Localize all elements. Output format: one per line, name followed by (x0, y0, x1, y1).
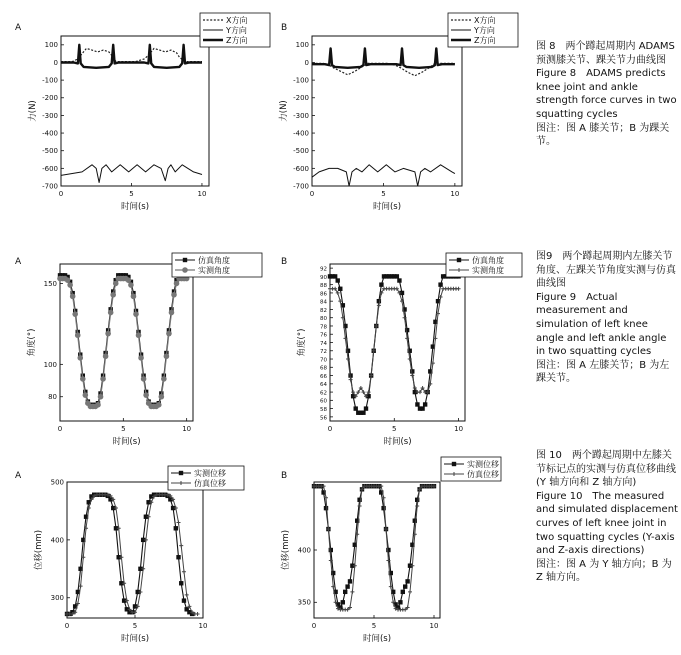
y-tick-label: 300 (50, 594, 64, 603)
data-point (136, 332, 142, 338)
plot-frame (61, 36, 209, 186)
legend-label: X方向 (474, 16, 496, 25)
x-tick-label: 5 (392, 425, 397, 433)
y-tick-label: 80 (320, 316, 327, 323)
data-point (161, 376, 167, 382)
data-point (377, 303, 381, 307)
data-point (343, 590, 347, 594)
data-point (83, 392, 89, 398)
data-point (131, 294, 137, 300)
y-tick-label: 64 (320, 382, 327, 389)
panel-label: B (281, 257, 288, 267)
legend-marker (182, 267, 188, 273)
legend-label: Z方向 (226, 36, 248, 45)
y-tick-label: -400 (293, 129, 309, 138)
y-tick-label: -300 (293, 111, 309, 120)
data-point (67, 282, 73, 288)
x-axis-label: 时间(s) (362, 634, 392, 644)
data-point (110, 292, 116, 298)
data-point (354, 406, 358, 410)
x-tick-label: 0 (64, 622, 70, 630)
data-point (415, 402, 419, 406)
data-point (171, 292, 177, 298)
data-point (128, 282, 134, 288)
data-point (156, 402, 162, 408)
data-point (379, 282, 383, 286)
series-2 (328, 287, 461, 398)
data-point (401, 590, 405, 594)
chart-fig10b (280, 457, 501, 644)
legend-label: Y方向 (474, 26, 495, 35)
y-tick-label: -500 (293, 147, 309, 156)
data-point (164, 353, 170, 359)
data-point (126, 277, 132, 283)
data-point (177, 521, 181, 525)
legend-label: 仿真角度 (198, 256, 230, 265)
data-point (103, 353, 109, 359)
legend (172, 253, 262, 277)
y-tick-label: 88 (320, 283, 327, 290)
y-tick-label: -500 (42, 147, 58, 156)
y-tick-label: -600 (42, 164, 58, 173)
x-tick-label: 5 (132, 622, 138, 630)
data-point (113, 281, 119, 287)
data-point (196, 612, 200, 616)
y-tick-label: -200 (42, 94, 58, 103)
data-point (159, 394, 165, 400)
figure-8-caption: 图 8 两个蹲起周期内 ADAMS 预测膝关节、踝关节力曲线图 Figure 8 ADAMS predicts knee joint and ankle strength force curves in two squatting cycles 图注：图 A 膝关节；B 为踝关节。 (536, 41, 677, 148)
legend (446, 253, 522, 277)
panel-label: B (281, 23, 288, 33)
x-tick-label: 0 (327, 425, 333, 433)
data-point (324, 506, 328, 510)
y-tick-label: 80 (48, 393, 57, 402)
data-point (179, 581, 183, 585)
y-axis-label: 角度(°) (297, 328, 307, 357)
y-tick-label: -700 (42, 182, 58, 191)
series-3 (312, 48, 455, 67)
data-point (138, 355, 144, 361)
y-tick-label: 76 (320, 332, 327, 339)
x-tick-label: 10 (182, 425, 192, 433)
data-point (166, 331, 172, 337)
x-tick-label: 5 (381, 190, 386, 198)
series-3 (61, 45, 202, 68)
data-point (182, 598, 186, 602)
data-point (457, 287, 461, 291)
data-point (348, 579, 352, 583)
legend-marker (457, 258, 461, 262)
data-point (65, 277, 71, 283)
y-tick-label: -100 (42, 76, 58, 85)
y-axis-label: 角度(°) (27, 328, 37, 357)
data-point (405, 579, 409, 583)
data-point (70, 294, 76, 300)
panel-label: B (281, 471, 288, 481)
legend-label: Y方向 (226, 26, 247, 35)
y-tick-label: 74 (320, 340, 327, 347)
data-point (381, 506, 385, 510)
data-point (350, 590, 354, 594)
data-point (179, 544, 183, 548)
x-tick-label: 5 (129, 190, 134, 198)
legend-label: 实测角度 (472, 266, 504, 275)
y-tick-label: -100 (293, 76, 309, 85)
y-tick-label: 86 (320, 291, 327, 298)
x-axis-label: 时间(s) (372, 202, 402, 212)
panel-label: A (15, 23, 22, 33)
series-2 (312, 165, 455, 186)
y-tick-label: -400 (42, 129, 58, 138)
y-tick-label: 400 (50, 536, 64, 545)
legend-label: Z方向 (474, 36, 496, 45)
legend-label: 实测角度 (198, 266, 230, 275)
legend-label: 实测位移 (194, 469, 226, 478)
data-point (77, 355, 83, 361)
series-2 (65, 493, 200, 616)
legend-label: 仿真位移 (467, 470, 499, 479)
x-axis-label: 时间(s) (383, 437, 412, 447)
y-tick-label: 58 (320, 407, 327, 414)
data-point (438, 282, 442, 286)
legend (448, 13, 518, 47)
y-tick-label: -200 (293, 94, 309, 103)
legend-label: X方向 (226, 16, 248, 25)
y-tick-label: 350 (297, 598, 311, 607)
data-point (423, 402, 427, 406)
legend-marker (183, 258, 187, 262)
y-tick-label: 150 (43, 279, 57, 288)
plot-frame (60, 264, 193, 421)
x-tick-label: 10 (429, 622, 439, 630)
data-point (408, 590, 412, 594)
data-point (398, 600, 402, 604)
data-point (420, 406, 424, 410)
legend-marker (179, 471, 183, 475)
y-tick-label: 100 (43, 360, 57, 369)
y-tick-label: 100 (44, 41, 58, 50)
x-axis-label: 时间(s) (112, 437, 141, 447)
series-1 (58, 273, 189, 407)
y-tick-label: 400 (297, 546, 311, 555)
legend-label: 仿真角度 (472, 256, 504, 265)
data-point (185, 593, 189, 597)
x-tick-label: 10 (197, 190, 207, 198)
y-tick-label: 0 (53, 58, 58, 67)
y-tick-label: 0 (304, 58, 309, 67)
x-tick-label: 0 (311, 622, 317, 630)
series-line (314, 486, 434, 607)
y-axis-label: 位移(mm) (34, 529, 44, 571)
data-point (133, 311, 139, 317)
series-line (60, 279, 187, 407)
y-tick-label: 78 (320, 324, 327, 331)
data-point (341, 600, 345, 604)
series-1 (61, 48, 202, 61)
data-point (95, 402, 101, 408)
series-line (312, 165, 455, 186)
legend-label: 仿真位移 (194, 479, 226, 488)
chart-fig10a (15, 466, 244, 644)
data-point (105, 331, 111, 337)
figure-10-caption: 图 10 两个蹲起周期中左膝关节标记点的实测与仿真位移曲线(Y 轴方向和 Z 轴方向) Figure 10 The measured and simulated displacement curves of left knee joint in two squatting cycles (Y-axis and Z-axis directions) 图注：图 A 为 Y 轴方向；B 为 Z 轴方向。 (536, 450, 678, 584)
plot-frame (330, 264, 465, 421)
legend-label: 实测位移 (467, 460, 499, 469)
data-point (386, 548, 390, 552)
data-point (174, 526, 178, 530)
series-line (312, 48, 455, 67)
series-line (61, 45, 202, 68)
data-point (345, 584, 349, 588)
data-point (141, 376, 147, 382)
data-point (98, 394, 104, 400)
series-line (61, 165, 202, 183)
y-tick-label: 100 (295, 41, 309, 50)
series-1 (65, 493, 195, 617)
y-tick-label: 66 (320, 373, 327, 380)
data-point (174, 281, 180, 287)
series-2 (61, 165, 202, 183)
y-tick-label: 72 (320, 349, 327, 356)
legend-marker (452, 462, 456, 466)
series-line (67, 495, 192, 614)
x-tick-label: 5 (371, 622, 377, 630)
data-point (100, 376, 106, 382)
x-tick-label: 0 (309, 190, 315, 198)
x-tick-label: 10 (198, 622, 208, 630)
panel-label: A (15, 257, 22, 267)
chart-fig8b (278, 13, 518, 212)
figure-9-caption: 图9 两个蹲起周期内左膝关节角度、左踝关节角度实测与仿真曲线图 Figure 9 Actual measurement and simulation of left knee angle and left ankle angle in two squatting cycles 图注：图 A 左膝关节；B 为左踝关节。 (536, 251, 676, 385)
chart-fig9b (281, 253, 522, 447)
data-point (176, 555, 180, 559)
data-point (169, 310, 175, 316)
data-point (338, 287, 342, 291)
y-tick-label: 84 (320, 299, 327, 306)
legend (441, 457, 501, 481)
data-point (329, 548, 333, 552)
data-point (410, 374, 414, 378)
y-tick-label: 68 (320, 365, 327, 372)
y-tick-label: 56 (320, 415, 327, 422)
data-point (336, 278, 340, 282)
data-point (143, 392, 149, 398)
data-point (403, 584, 407, 588)
x-tick-label: 10 (450, 190, 460, 198)
y-tick-label: 60 (320, 398, 327, 405)
data-point (75, 332, 81, 338)
x-tick-label: 5 (121, 425, 126, 433)
data-point (349, 378, 353, 382)
legend (168, 466, 244, 490)
y-tick-label: 92 (320, 266, 327, 273)
y-axis-label: 力(N) (28, 100, 38, 122)
data-point (182, 570, 186, 574)
data-point (395, 274, 399, 278)
data-point (72, 311, 78, 317)
legend (200, 13, 270, 47)
y-axis-label: 力(N) (279, 100, 289, 122)
x-axis-label: 时间(s) (120, 634, 150, 644)
y-tick-label: -600 (293, 164, 309, 173)
x-axis-label: 时间(s) (120, 202, 150, 212)
data-point (361, 411, 365, 415)
x-tick-label: 0 (57, 425, 63, 433)
y-tick-label: -300 (42, 111, 58, 120)
data-point (397, 278, 401, 282)
x-tick-label: 10 (454, 425, 464, 433)
series-line (61, 48, 202, 61)
plot-frame (312, 36, 462, 186)
y-axis-label: 位移(mm) (281, 529, 291, 571)
chart-fig8a (15, 13, 270, 212)
y-tick-label: 70 (320, 357, 327, 364)
data-point (80, 376, 86, 382)
chart-fig9a (15, 253, 262, 447)
y-tick-label: -700 (293, 182, 309, 191)
panel-label: A (15, 471, 22, 481)
y-tick-label: 500 (50, 478, 64, 487)
data-point (333, 274, 337, 278)
series-2 (57, 276, 189, 409)
x-tick-label: 0 (58, 190, 64, 198)
data-point (364, 406, 368, 410)
y-tick-label: 62 (320, 390, 327, 397)
y-tick-label: 90 (320, 274, 327, 281)
y-tick-label: 82 (320, 307, 327, 314)
data-point (108, 310, 114, 316)
